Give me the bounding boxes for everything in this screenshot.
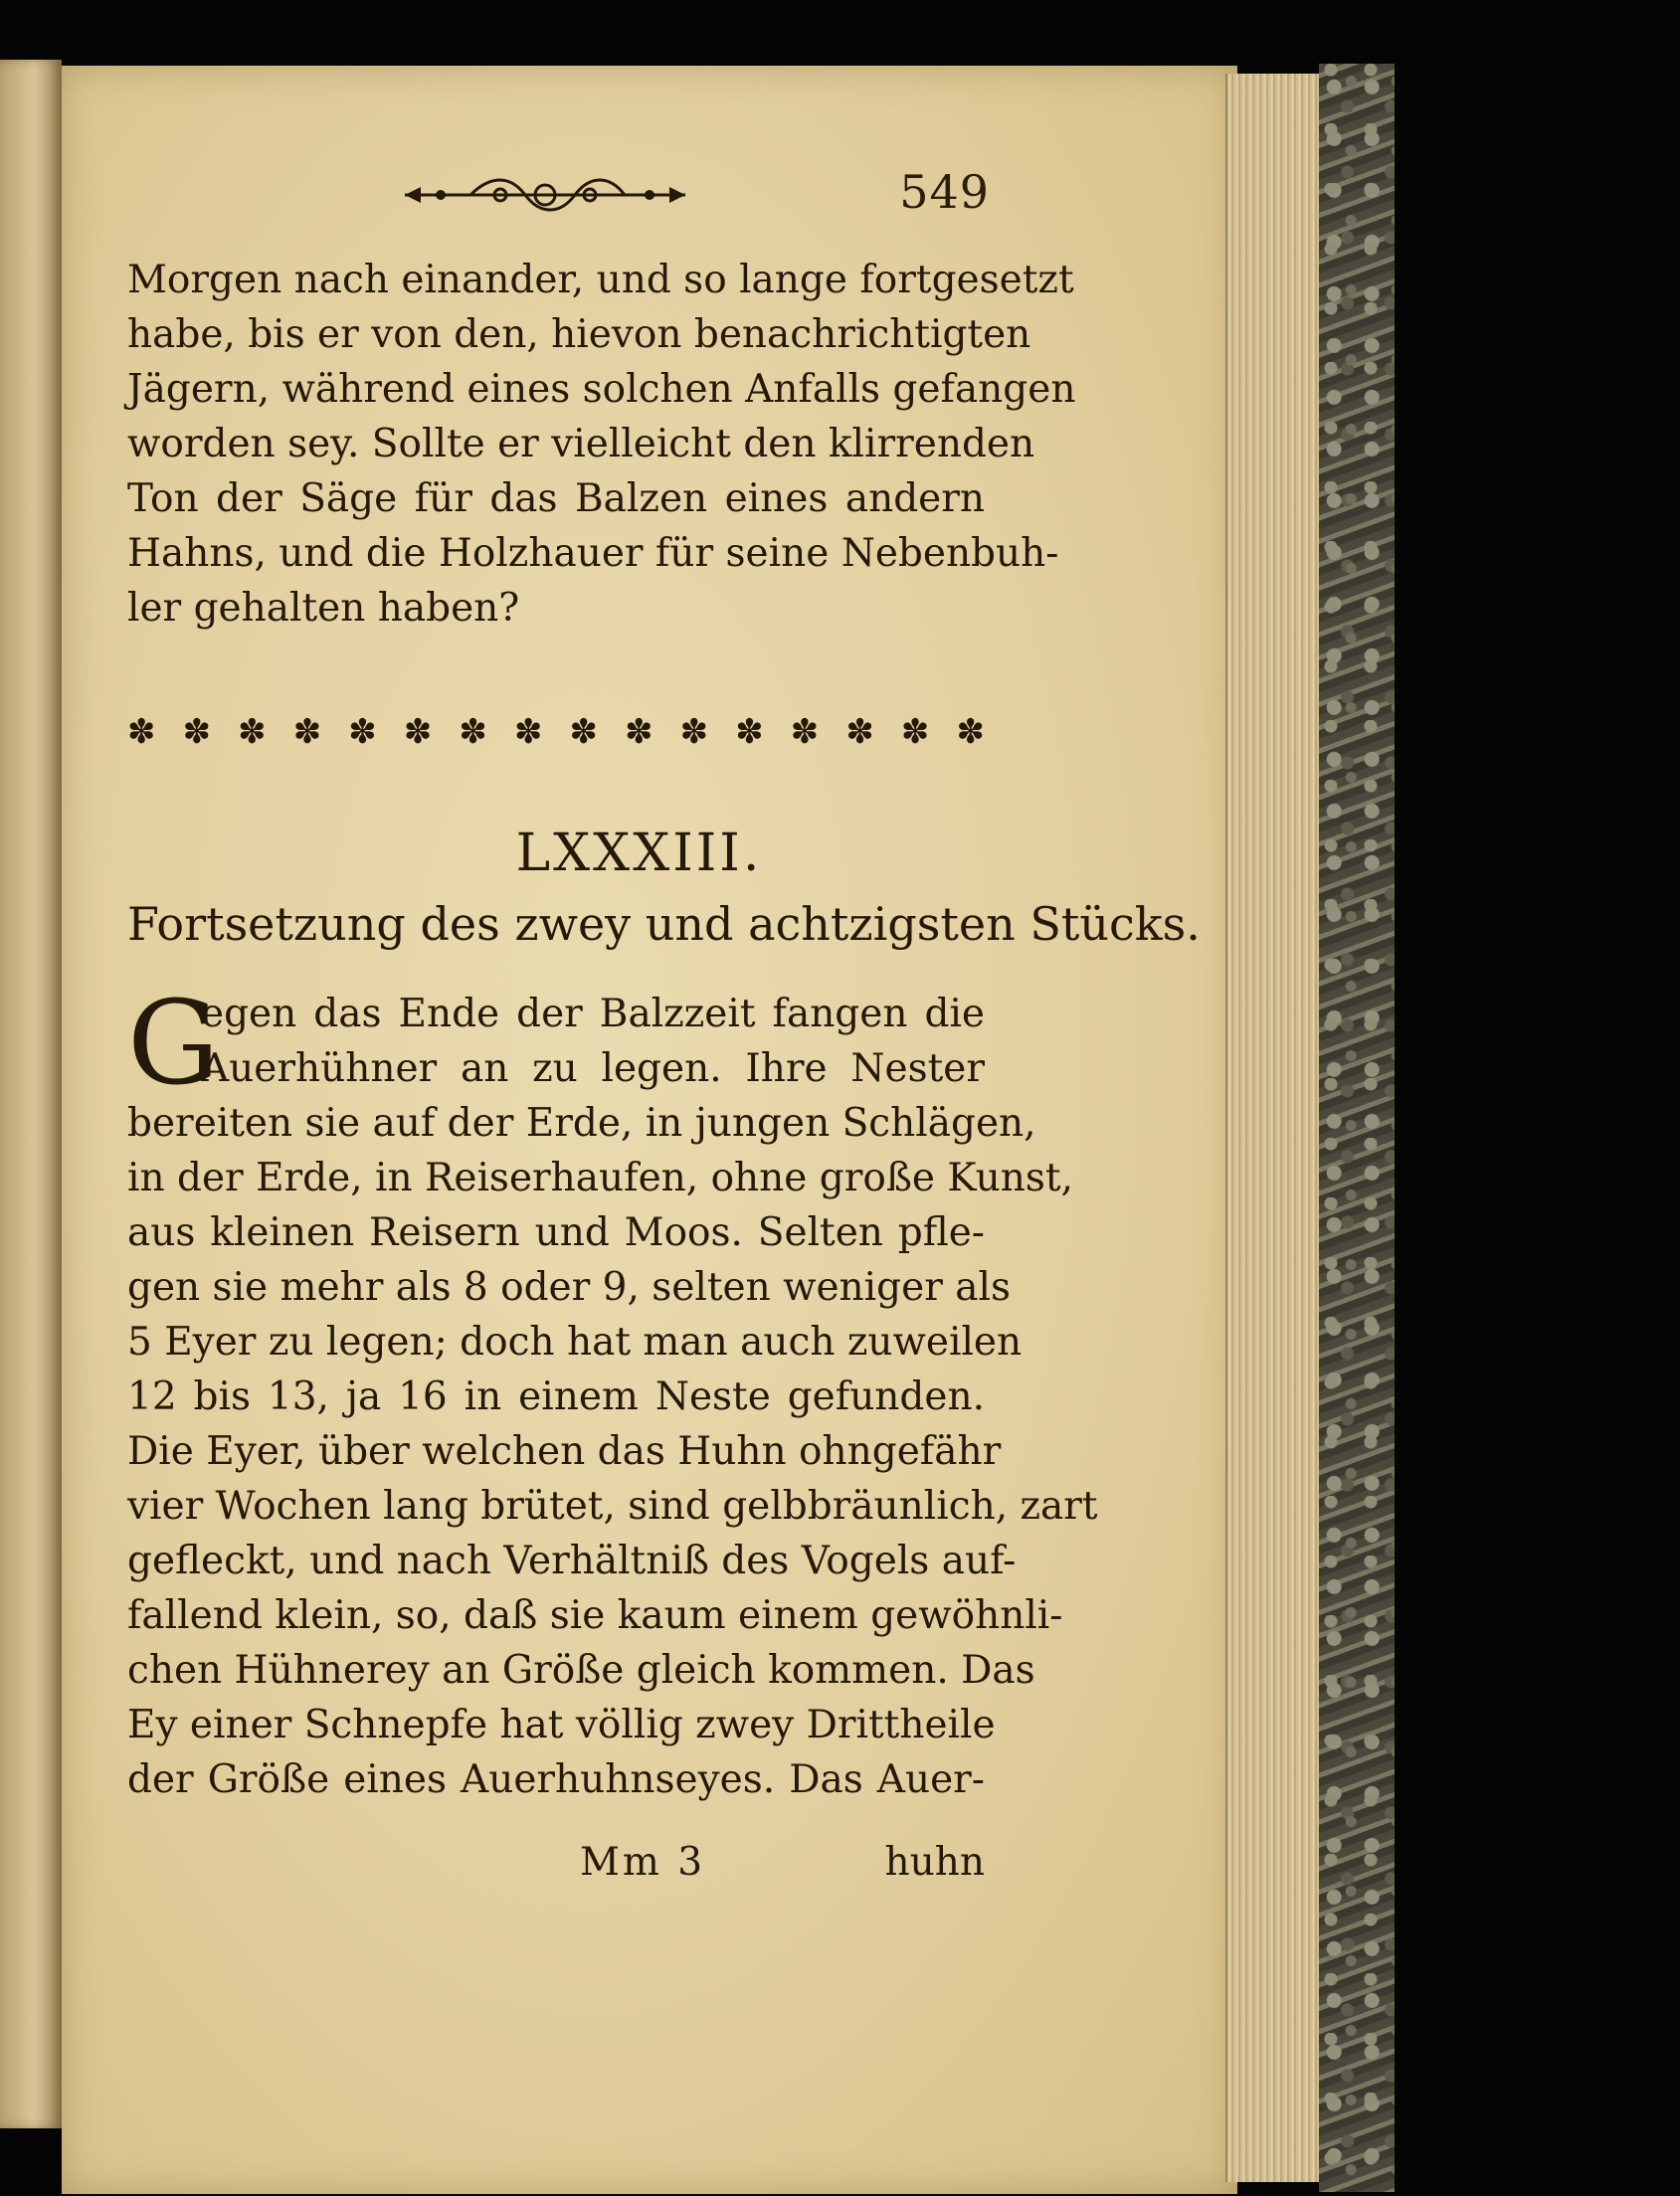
star-ornament-icon: ✽ — [403, 712, 433, 752]
text-line: der Größe eines Auerhuhnseyes. Das Auer- — [127, 1757, 985, 1802]
star-ornament-icon: ✽ — [625, 712, 653, 752]
text-line: 5 Eyer zu legen; doch hat man auch zuweilen — [127, 1320, 1023, 1365]
star-ornament-icon: ✽ — [956, 712, 985, 752]
text-line: Auerhühner an zu legen. Ihre Nester — [201, 1046, 985, 1091]
text-line: egen das Ende der Balzzeit fangen die — [201, 992, 985, 1036]
star-ornament-icon: ✽ — [790, 712, 820, 752]
text-line: in der Erde, in Reiserhaufen, ohne große Kunst, — [127, 1156, 1073, 1200]
signature-mark: Mm 3 — [580, 1840, 706, 1885]
text-line: Die Eyer, über welchen das Huhn ohngefähr — [127, 1429, 1002, 1474]
header-ornament-icon — [401, 171, 689, 219]
star-ornament-icon: ✽ — [569, 712, 598, 752]
star-ornament-icon: ✽ — [845, 712, 874, 752]
text-line: Morgen nach einander, und so lange fortgesetzt — [127, 258, 1074, 302]
catchword: huhn — [884, 1840, 985, 1885]
text-line: Ey einer Schnepfe hat völlig zwey Drittheile — [127, 1703, 996, 1747]
text-line: worden sey. Sollte er vielleicht den klirrenden — [127, 422, 1035, 466]
text-line: chen Hühnerey an Größe gleich kommen. Das — [127, 1648, 1035, 1693]
star-ornament-icon: ✽ — [459, 712, 487, 752]
text-line: habe, bis er von den, hievon benachrichtigten — [127, 312, 1031, 357]
text-line: gefleckt, und nach Verhältniß des Vogels auf- — [127, 1539, 1017, 1583]
ornamental-separator — [127, 712, 985, 752]
text-line: Jägern, während eines solchen Anfalls gefangen — [127, 367, 1076, 412]
star-ornament-icon: ✽ — [182, 712, 212, 752]
page-footer — [127, 1840, 985, 1890]
star-ornament-icon: ✽ — [679, 712, 709, 752]
text-line: vier Wochen lang brütet, sind gelbbräunlich, zart — [127, 1484, 1098, 1529]
chapter-number: LXXXIII. — [515, 824, 763, 883]
star-ornament-icon: ✽ — [513, 712, 543, 752]
star-ornament-icon: ✽ — [292, 712, 322, 752]
drop-cap: G — [127, 977, 220, 1111]
page-edges — [1225, 74, 1323, 2182]
text-line: fallend klein, so, daß sie kaum einem gewöhnli- — [127, 1593, 1063, 1638]
chapter-title: Fortsetzung des zwey und achtzigsten Stücks. — [127, 897, 1201, 951]
page-header — [401, 165, 990, 225]
text-line: Ton der Säge für das Balzen eines andern — [127, 476, 985, 521]
text-line: gen sie mehr als 8 oder 9, selten weniger als — [127, 1265, 1011, 1310]
star-ornament-icon: ✽ — [348, 712, 377, 752]
text-line: aus kleinen Reisern und Moos. Selten pfle- — [127, 1210, 985, 1255]
text-line: bereiten sie auf der Erde, in jungen Schlägen, — [127, 1101, 1036, 1146]
star-ornament-icon: ✽ — [900, 712, 930, 752]
star-ornament-icon: ✽ — [127, 712, 156, 752]
text-line: ler gehalten haben? — [127, 586, 520, 631]
text-line: 12 bis 13, ja 16 in einem Neste gefunden. — [127, 1374, 985, 1419]
marbled-cover-edge — [1319, 64, 1395, 2192]
left-page-edge — [0, 60, 62, 2128]
star-ornament-icon: ✽ — [238, 712, 267, 752]
star-ornament-icon: ✽ — [735, 712, 764, 752]
text-line: Hahns, und die Holzhauer für seine Nebenbuh- — [127, 531, 1059, 576]
page-number: 549 — [899, 165, 990, 219]
